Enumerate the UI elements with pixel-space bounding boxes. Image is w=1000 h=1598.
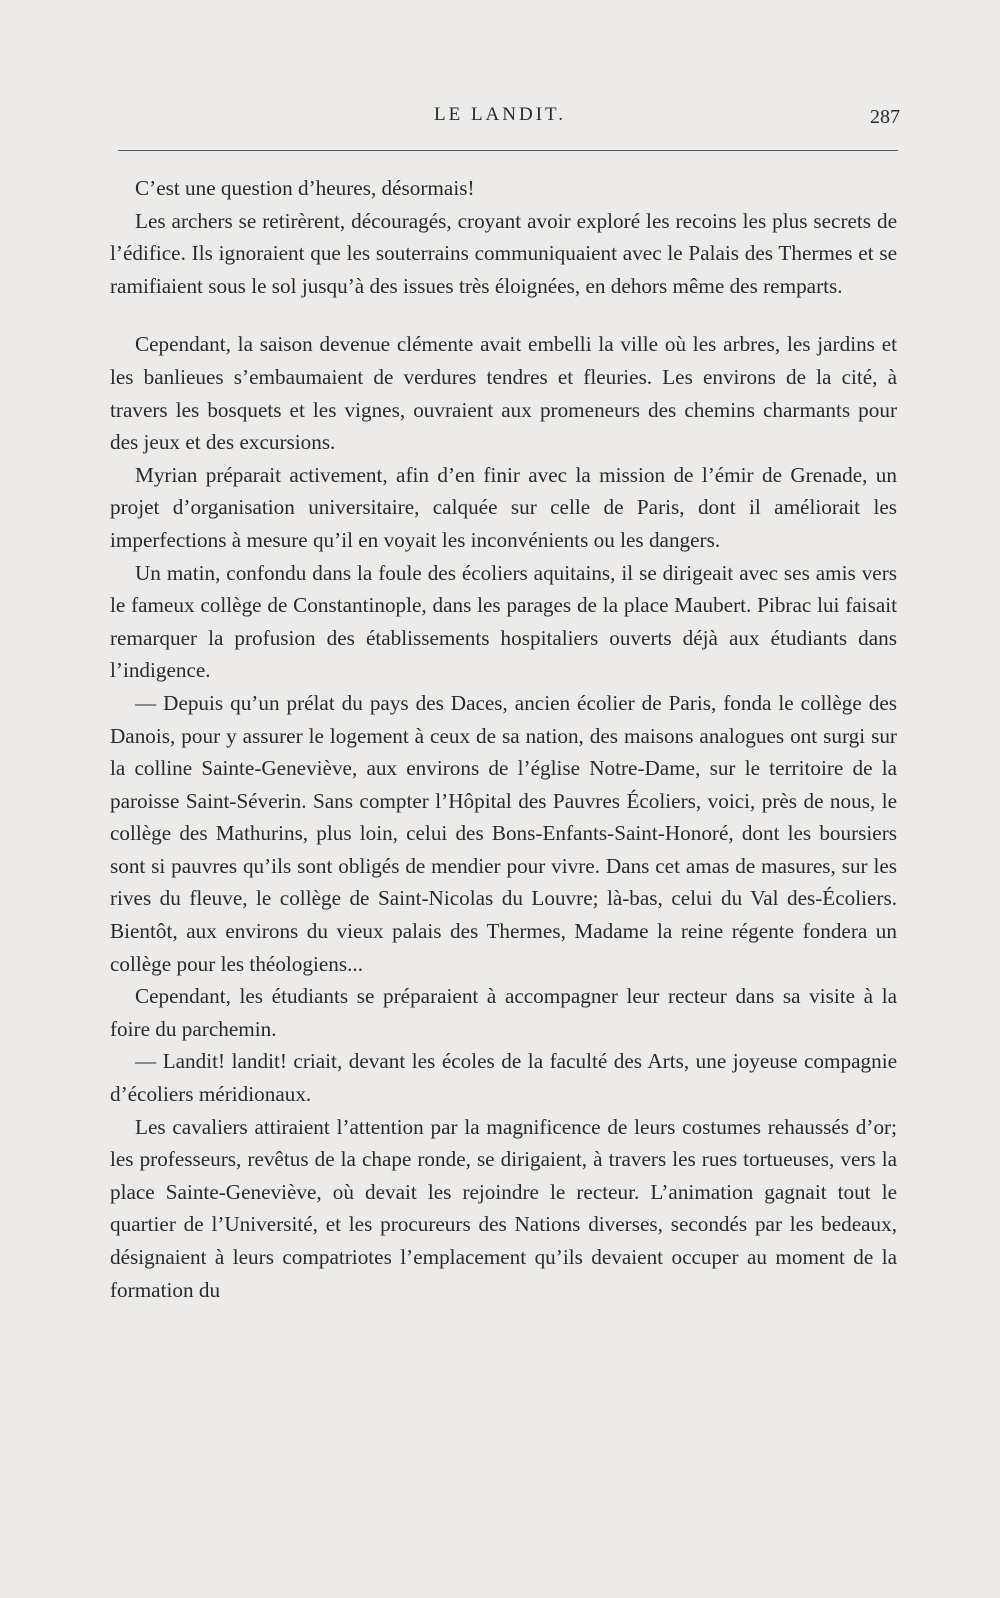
header-rule <box>118 150 898 151</box>
paragraph: Les cavaliers attiraient l’attention par la magnificence de leurs costumes rehaussés d’or; les professeurs, revêtus de la chape ronde, se dirigaient, à travers les rues tortueuses, vers la place Sainte-Geneviève, où devait les rejoindre le recteur. L’animation gagnait tout le quartier de l’Université, et les procureurs des Nations diverses, secondés par les bedeaux, désignaient à leurs compatriotes l’emplacement qu’ils devaient occuper au moment de la formation du <box>110 1114 897 1302</box>
paragraph: Les archers se retirèrent, découragés, croyant avoir exploré les recoins les plus secrets de l’édifice. Ils ignoraient que les souterrains communiquaient avec le Palais des Thermes et se ramifiaient sous le sol jusqu’à des issues très éloignées, en dehors même des remparts. <box>110 208 897 298</box>
paragraph: — Depuis qu’un prélat du pays des Daces, ancien écolier de Paris, fonda le collège des Danois, pour y assurer le logement à ceux de sa nation, des maisons analogues ont surgi sur la colline Sainte-Geneviève, aux environs de l’église Notre-Dame, sur le territoire de la paroisse Saint-Séverin. Sans compter l’Hôpital des Pauvres Écoliers, voici, près de nous, le collège des Mathurins, plus loin, celui des Bons-Enfants-Saint-Honoré, dont les boursiers sont si pauvres qu’ils sont obligés de mendier pour vivre. Dans cet amas de masures, sur les rives du fleuve, le collège de Saint-Nicolas du Louvre; là-bas, celui du Val des-Écoliers. Bientôt, aux environs du vieux palais des Thermes, Madame la reine régente fondera un collège pour les théologiens... <box>110 690 897 976</box>
paragraph: Myrian préparait activement, afin d’en finir avec la mission de l’émir de Grenade, un projet d’organisation universitaire, calquée sur celle de Paris, dont il améliorait les imperfections à mesure qu’il en voyait les inconvénients ou les dangers. <box>110 462 897 552</box>
paragraph: Un matin, confondu dans la foule des écoliers aquitains, il se dirigeait avec ses amis vers le fameux collège de Constantinople, dans les parages de la place Maubert. Pibrac lui faisait remarquer la profusion des établissements hospitaliers ouverts déjà aux étudiants dans l’indigence. <box>110 560 897 683</box>
running-head <box>0 104 1000 134</box>
paragraph: Cependant, la saison devenue clémente avait embelli la ville où les arbres, les jardins et les banlieues s’embaumaient de verdures tendres et fleuries. Les environs de la cité, à travers les bosquets et les vignes, ouvraient aux promeneurs des chemins charmants pour des jeux et des excursions. <box>110 332 897 455</box>
page-number: 287 <box>870 106 900 128</box>
running-title: LE LANDIT. <box>433 104 566 125</box>
paragraph: Cependant, les étudiants se préparaient à accompagner leur recteur dans sa visite à la foire du parchemin. <box>110 984 897 1041</box>
paragraph: — Landit! landit! criait, devant les écoles de la faculté des Arts, une joyeuse compagnie d’écoliers méridionaux. <box>110 1049 897 1107</box>
body-text <box>110 172 897 1306</box>
paragraph: C’est une question d’heures, désormais! <box>135 176 475 200</box>
